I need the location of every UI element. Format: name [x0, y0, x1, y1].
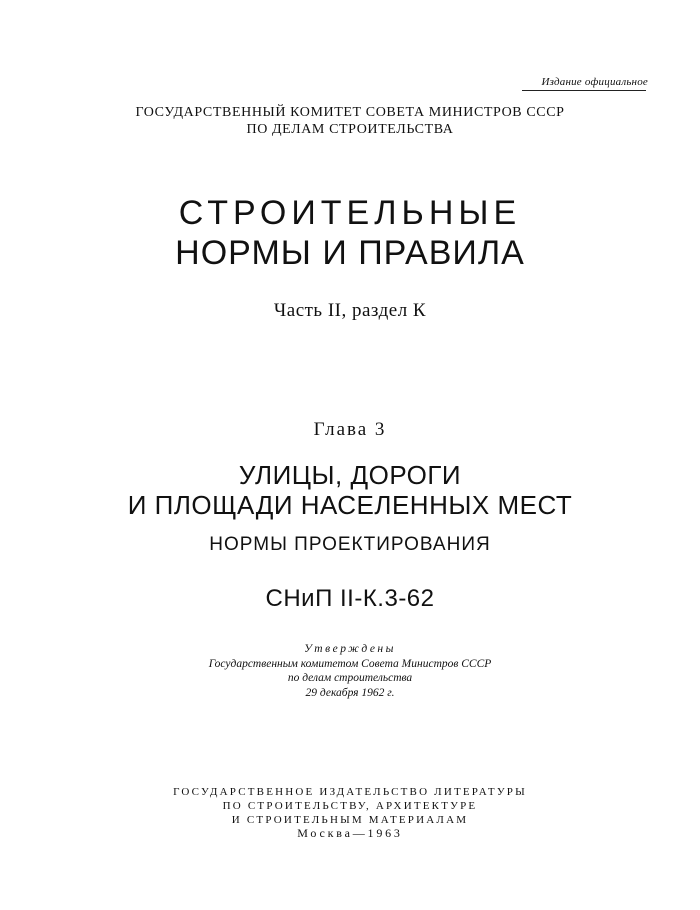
approval-line-4: 29 декабря 1962 г. — [305, 686, 395, 699]
committee-line-1: ГОСУДАРСТВЕННЫЙ КОМИТЕТ СОВЕТА МИНИСТРОВ СССР — [135, 105, 565, 120]
official-edition-underline — [522, 90, 646, 91]
design-norms-subtitle: НОРМЫ ПРОЕКТИРОВАНИЯ — [209, 534, 491, 555]
approval-line-2: Государственным комитетом Совета Министров СССР — [208, 657, 492, 670]
approval-line-1: Утверждены — [304, 643, 396, 655]
document-title — [0, 193, 700, 273]
chapter-title — [0, 460, 700, 520]
publisher-block — [0, 785, 700, 827]
document-title-line-1: СТРОИТЕЛЬНЫЕ — [178, 194, 522, 232]
part-section-label: Часть II, раздел К — [273, 300, 427, 321]
chapter-number: Глава 3 — [313, 419, 387, 440]
committee-line-2: ПО ДЕЛАМ СТРОИТЕЛЬСТВА — [246, 122, 454, 137]
approval-line-3: по делам строительства — [287, 672, 413, 684]
publisher-line-3: И СТРОИТЕЛЬНЫМ МАТЕРИАЛАМ — [231, 814, 469, 826]
approval-block — [0, 642, 700, 700]
committee-heading — [0, 104, 700, 138]
document-code: СНиП II-К.3-62 — [265, 585, 435, 612]
publisher-line-1: ГОСУДАРСТВЕННОЕ ИЗДАТЕЛЬСТВО ЛИТЕРАТУРЫ — [173, 786, 527, 798]
document-title-line-2: НОРМЫ И ПРАВИЛА — [175, 234, 525, 272]
publisher-line-2: ПО СТРОИТЕЛЬСТВУ, АРХИТЕКТУРЕ — [222, 800, 478, 812]
chapter-title-line-2: И ПЛОЩАДИ НАСЕЛЕННЫХ МЕСТ — [127, 490, 573, 520]
official-edition-label: Издание официальное — [541, 76, 648, 88]
official-edition-note — [522, 72, 648, 90]
chapter-title-line-1: УЛИЦЫ, ДОРОГИ — [238, 460, 462, 490]
city-year: Москва—1963 — [297, 826, 403, 840]
